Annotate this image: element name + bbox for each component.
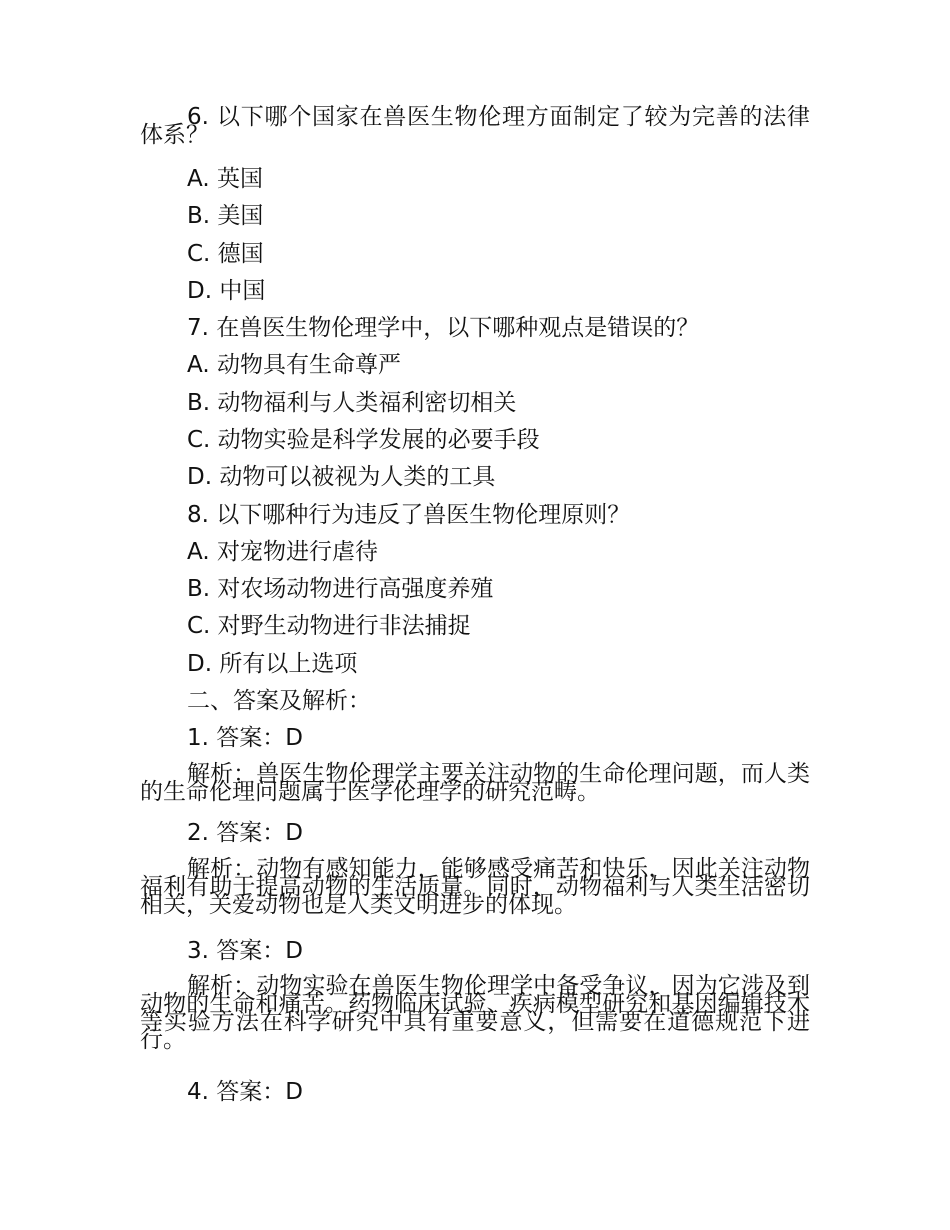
question-6-option-b: B. 美国 [187, 203, 264, 229]
question-8-option-c: C. 对野生动物进行非法捕捉 [187, 613, 471, 639]
answer-2-explanation: 解析：动物有感知能力，能够感受痛苦和快乐，因此关注动物福利有助于提高动物的生活质量。同时，动物福利与人类生活密切相关，关爱动物也是人类文明进步的体现。 [140, 856, 810, 918]
answer-1: 1. 答案：D [187, 725, 303, 751]
question-6-option-a: A. 英国 [187, 166, 263, 192]
question-6-stem: 6. 以下哪个国家在兽医生物伦理方面制定了较为完善的法律体系？ [140, 104, 810, 148]
question-7-option-c: C. 动物实验是科学发展的必要手段 [187, 427, 540, 453]
question-7-option-b: B. 动物福利与人类福利密切相关 [187, 390, 517, 416]
answer-1-explanation: 解析：兽医生物伦理学主要关注动物的生命伦理问题，而人类的生命伦理问题属于医学伦理学的研究范畴。 [140, 761, 810, 805]
question-8-option-a: A. 对宠物进行虐待 [187, 539, 378, 565]
question-7-stem: 7. 在兽医生物伦理学中，以下哪种观点是错误的？ [187, 315, 700, 341]
answer-4: 4. 答案：D [187, 1079, 303, 1105]
question-6-option-c: C. 德国 [187, 241, 264, 267]
question-8-stem: 8. 以下哪种行为违反了兽医生物伦理原则？ [187, 502, 631, 528]
question-7-option-d: D. 动物可以被视为人类的工具 [187, 464, 496, 490]
question-7-option-a: A. 动物具有生命尊严 [187, 352, 401, 378]
answer-2: 2. 答案：D [187, 820, 303, 846]
question-8-option-b: B. 对农场动物进行高强度养殖 [187, 576, 494, 602]
question-8-option-d: D. 所有以上选项 [187, 651, 358, 677]
answer-3-explanation: 解析：动物实验在兽医生物伦理学中备受争议，因为它涉及到动物的生命和痛苦。药物临床试验、疾病模型研究和基因编辑技术等实验方法在科学研究中具有重要意义，但需要在道德规范下进行。 [140, 973, 810, 1053]
answers-section-title: 二、答案及解析： [187, 688, 371, 714]
answer-3: 3. 答案：D [187, 938, 303, 964]
question-6-option-d: D. 中国 [187, 278, 266, 304]
